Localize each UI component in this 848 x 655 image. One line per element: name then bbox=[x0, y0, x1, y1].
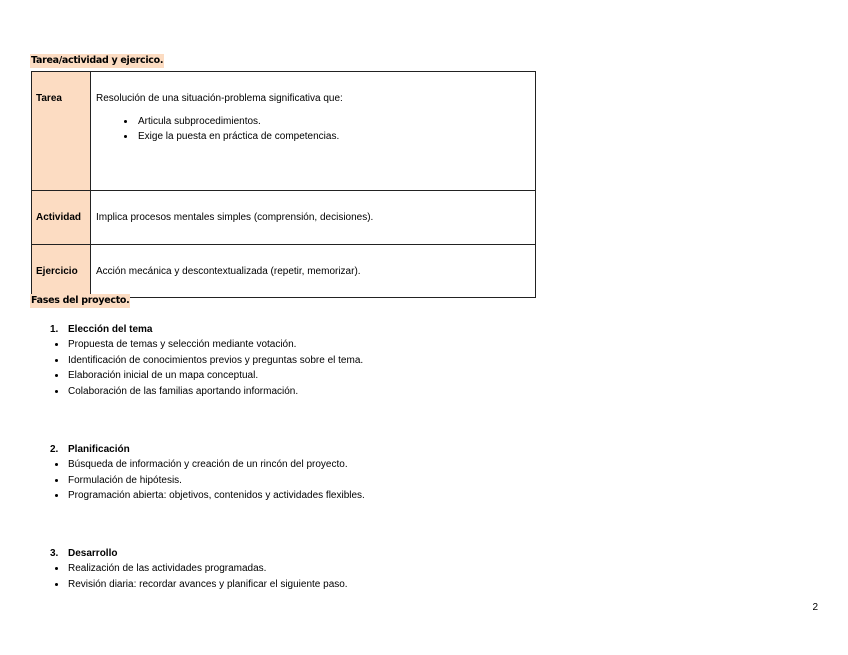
phase-title-text: Elección del tema bbox=[68, 324, 153, 335]
section-heading-fases: Fases del proyecto. bbox=[31, 295, 130, 306]
definition-cell: Implica procesos mentales simples (comprensión, decisiones). bbox=[91, 191, 536, 245]
phase-number: 1. bbox=[50, 324, 59, 335]
list-item: • Formulación de hipótesis. bbox=[67, 473, 365, 489]
list-item: • Elaboración inicial de un mapa conceptual. bbox=[67, 368, 363, 384]
table-row bbox=[32, 245, 536, 298]
term-cell: Tarea bbox=[32, 72, 91, 191]
phase-number: 2. bbox=[50, 444, 59, 455]
list-item: • Propuesta de temas y selección mediante votación. bbox=[67, 337, 363, 353]
phase-title bbox=[50, 322, 363, 337]
phase-section bbox=[48, 546, 348, 592]
phase-title-text: Planificación bbox=[68, 444, 130, 455]
section-heading-tarea: Tarea/actividad y ejercico. bbox=[31, 55, 164, 66]
page-number: 2 bbox=[812, 602, 818, 613]
phase-items bbox=[48, 561, 348, 592]
phase-title-text: Desarrollo bbox=[68, 548, 118, 559]
list-item: • Colaboración de las familias aportando información. bbox=[67, 384, 363, 400]
list-item: • Realización de las actividades programadas. bbox=[67, 561, 348, 577]
definition-text: Resolución de una situación-problema significativa que: bbox=[96, 93, 343, 104]
definition-cell bbox=[91, 72, 536, 191]
term-cell: Actividad bbox=[32, 191, 91, 245]
phase-section bbox=[48, 442, 365, 504]
table-row bbox=[32, 191, 536, 245]
term-cell: Ejercicio bbox=[32, 245, 91, 298]
list-item: • Programación abierta: objetivos, contenidos y actividades flexibles. bbox=[67, 488, 365, 504]
list-item: • Articula subprocedimientos. bbox=[136, 114, 530, 129]
definition-bullets bbox=[96, 114, 530, 144]
phase-items bbox=[48, 457, 365, 504]
list-item: • Identificación de conocimientos previos y preguntas sobre el tema. bbox=[67, 353, 363, 369]
phase-title bbox=[50, 442, 365, 457]
phase-section bbox=[48, 322, 363, 399]
definition-cell: Acción mecánica y descontextualizada (repetir, memorizar). bbox=[91, 245, 536, 298]
list-item: • Exige la puesta en práctica de competencias. bbox=[136, 129, 530, 144]
phase-number: 3. bbox=[50, 548, 59, 559]
phase-title bbox=[50, 546, 348, 561]
phase-items bbox=[48, 337, 363, 399]
list-item: • Búsqueda de información y creación de un rincón del proyecto. bbox=[67, 457, 365, 473]
list-item: • Revisión diaria: recordar avances y planificar el siguiente paso. bbox=[67, 577, 348, 593]
concepts-table bbox=[31, 71, 536, 298]
table-row bbox=[32, 72, 536, 191]
